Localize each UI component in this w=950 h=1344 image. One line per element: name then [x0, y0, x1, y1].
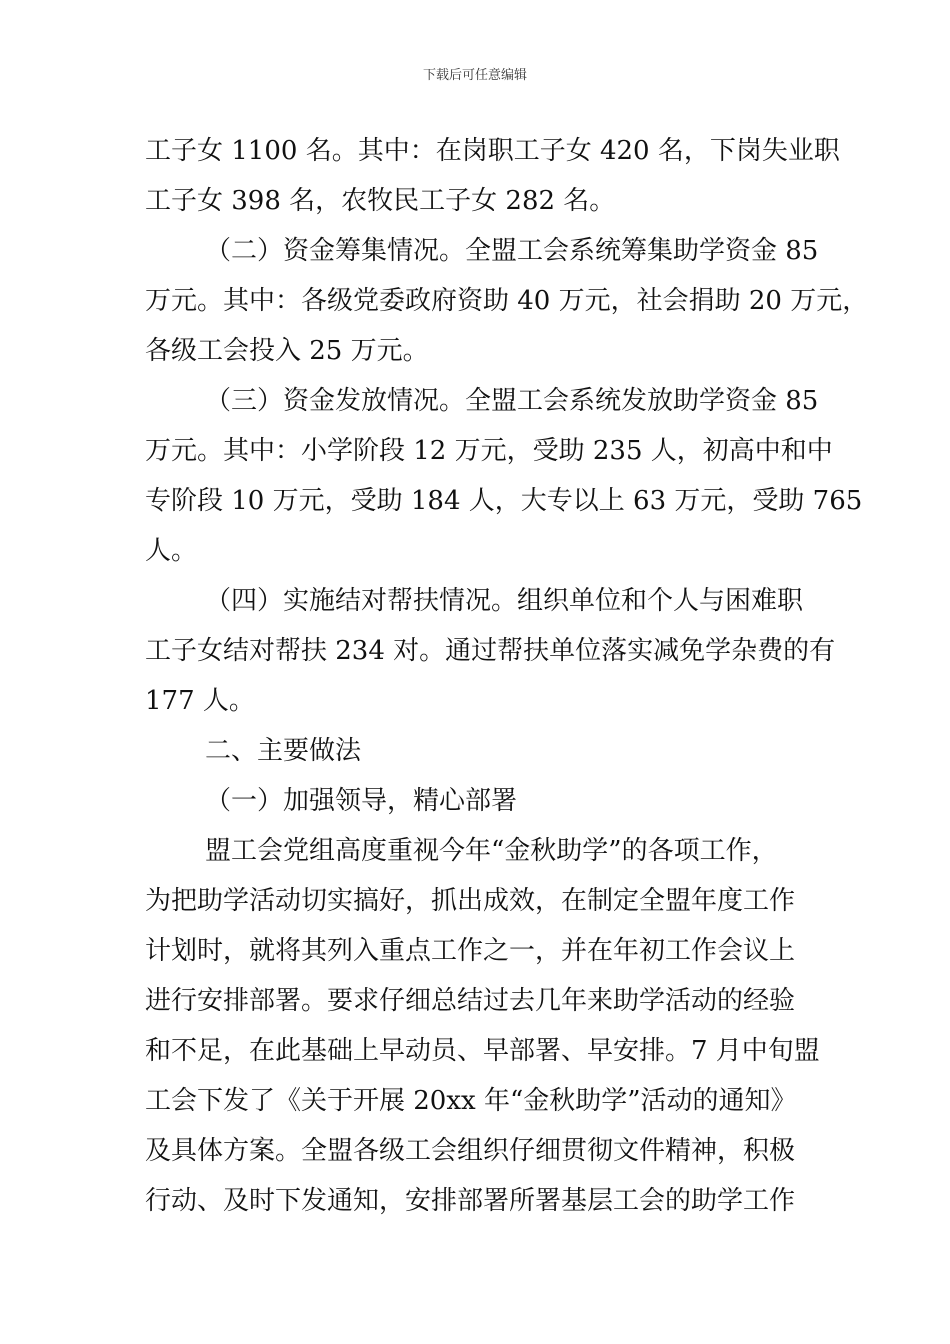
text-line: 行动、及时下发通知，安排部署所署基层工会的助学工作 — [145, 1186, 796, 1216]
text-line: 177 人。 — [145, 686, 255, 716]
text-line: （三）资金发放情况。全盟工会系统发放助学资金 85 — [205, 386, 819, 416]
text-line: 工会下发了《关于开展 20xx 年“金秋助学”活动的通知》 — [145, 1086, 797, 1116]
text-line: 工子女结对帮扶 234 对。通过帮扶单位落实减免学杂费的有 — [145, 636, 836, 666]
text-line: 专阶段 10 万元，受助 184 人，大专以上 63 万元，受助 765 — [145, 486, 863, 516]
text-line: 工子女 1100 名。其中：在岗职工子女 420 名，下岗失业职 — [145, 136, 840, 166]
text-line: 人。 — [145, 536, 198, 566]
document-body — [145, 126, 869, 1226]
text-line: 进行安排部署。要求仔细总结过去几年来助学活动的经验 — [145, 986, 796, 1016]
text-line: （四）实施结对帮扶情况。组织单位和个人与困难职 — [205, 586, 804, 616]
page-header: 下载后可任意编辑 — [422, 68, 527, 83]
section-heading: 二、主要做法 — [205, 736, 362, 766]
text-line: 和不足，在此基础上早动员、早部署、早安排。7 月中旬盟 — [145, 1036, 820, 1066]
text-line: 万元。其中：各级党委政府资助 40 万元，社会捐助 20 万元， — [145, 286, 869, 316]
text-line: 各级工会投入 25 万元。 — [145, 336, 429, 366]
text-line: 盟工会党组高度重视今年“金秋助学”的各项工作， — [205, 836, 778, 866]
text-line: 及具体方案。全盟各级工会组织仔细贯彻文件精神，积极 — [145, 1136, 796, 1166]
text-line: 为把助学活动切实搞好，抓出成效，在制定全盟年度工作 — [145, 886, 796, 916]
text-line: 计划时，就将其列入重点工作之一，并在年初工作会议上 — [145, 936, 796, 966]
text-line: 万元。其中：小学阶段 12 万元，受助 235 人，初高中和中 — [145, 436, 833, 466]
subsection-heading: （一）加强领导，精心部署 — [205, 786, 518, 816]
text-line: 工子女 398 名，农牧民工子女 282 名。 — [145, 186, 616, 216]
text-line: （二）资金筹集情况。全盟工会系统筹集助学资金 85 — [205, 236, 819, 266]
